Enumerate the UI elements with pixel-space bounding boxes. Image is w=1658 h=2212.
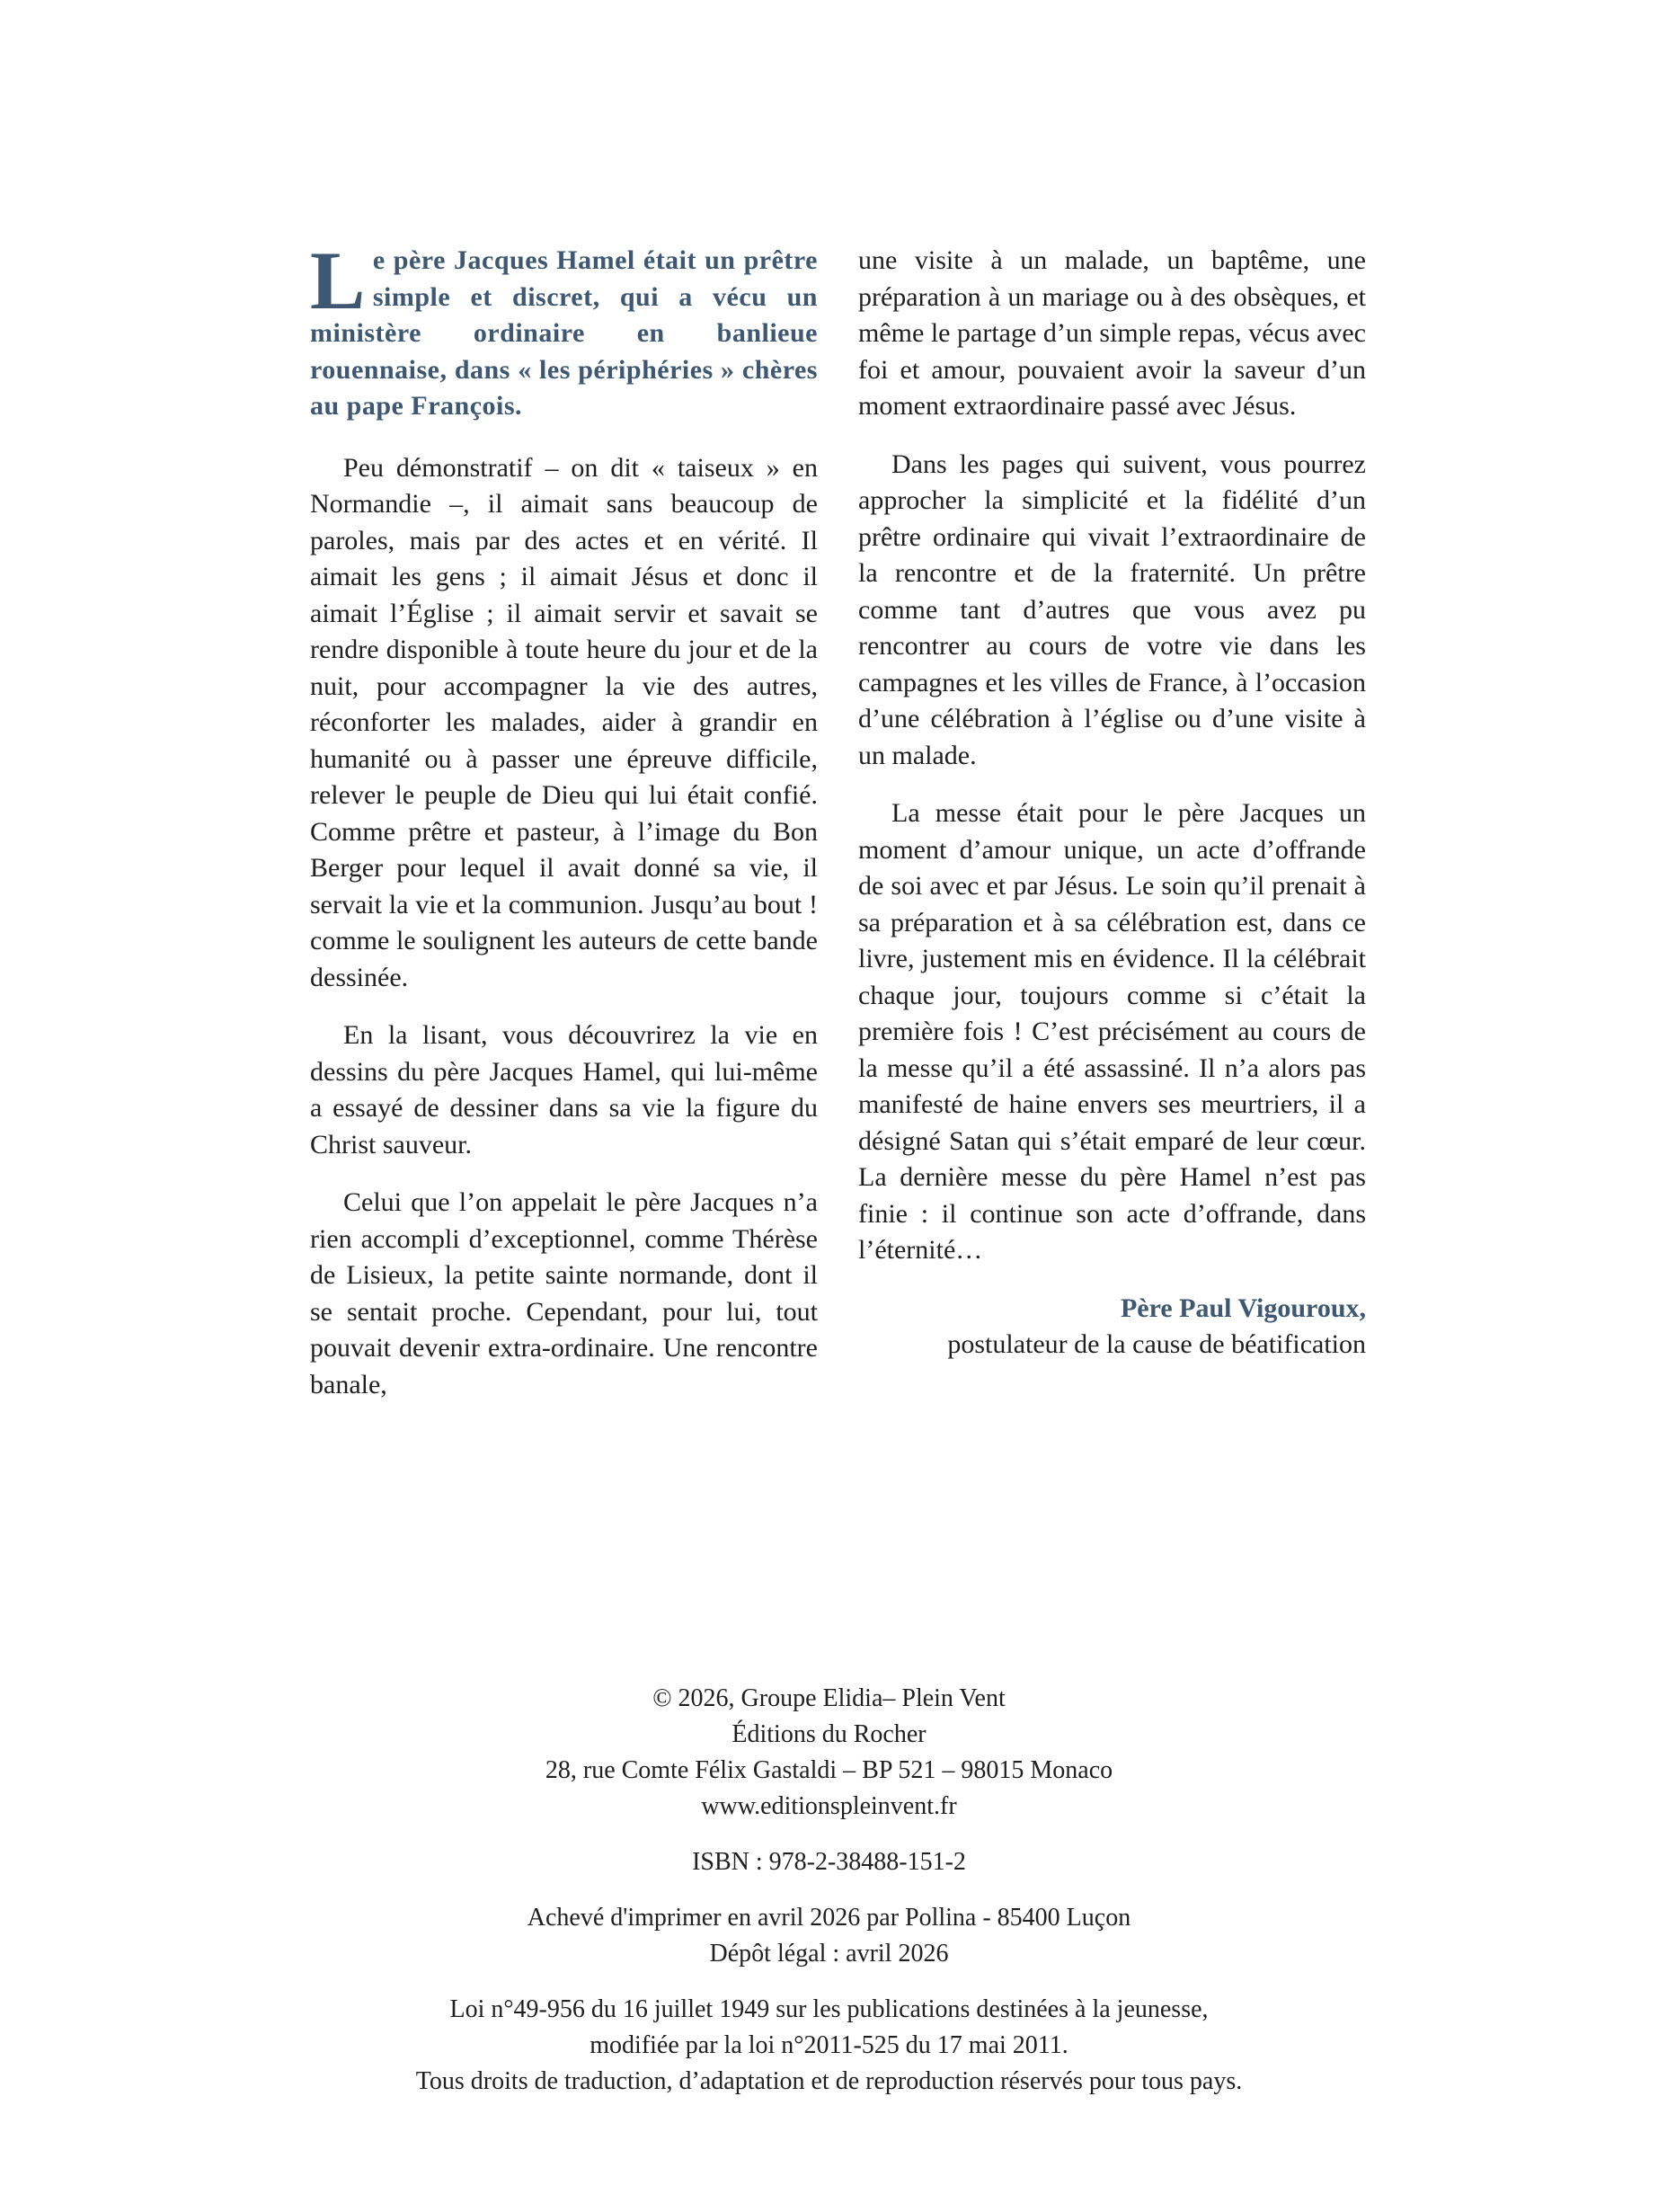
signature-title: postulateur de la cause de béatification [947, 1329, 1366, 1359]
website-line: www.editionspleinvent.fr [701, 1792, 957, 1820]
body-paragraph: En la lisant, vous découvrirez la vie en dessins du père Jacques Hamel, qui lui-même a essayé de dessiner dans sa vie la figure du Christ sauveur. [310, 1020, 818, 1159]
printed-line: Achevé d'imprimer en avril 2026 par Pollina - 85400 Luçon [527, 1904, 1131, 1932]
isbn-info [0, 1844, 1658, 1880]
body-paragraph: Dans les pages qui suivent, vous pourrez approcher la simplicité et la fidélité d’un prêtre ordinaire qui vivait l’extraordinaire de la rencontre et de la fraternité. Un prêtre comme tant d’autres que vous avez pu rencontrer au cours de votre vie dans les campagnes et les villes de France, à l’occasion d’une célébration à l’église ou d’une visite à un malade. [858, 449, 1366, 770]
publisher-line: Éditions du Rocher [731, 1720, 927, 1748]
intro-paragraph [310, 235, 818, 425]
signature-name: Père Paul Vigouroux, [1120, 1293, 1366, 1323]
law-line-1: Loi n°49-956 du 16 juillet 1949 sur les publications destinées à la jeunesse, [449, 1995, 1209, 2023]
isbn-line: ISBN : 978-2-38488-151-2 [692, 1848, 966, 1876]
drop-cap: L [310, 235, 366, 326]
legal-deposit-line: Dépôt légal : avril 2026 [709, 1940, 949, 1968]
body-paragraph: Celui que l’on appelait le père Jacques n’a rien accompli d’exceptionnel, comme Thérèse de Lisieux, la petite sainte normande, dont il se sentait proche. Cependant, pour lui, tout pouvait devenir extra-ordinaire. Une rencontre banale, [310, 1187, 818, 1399]
copyright-line: © 2026, Groupe Elidia– Plein Vent [652, 1684, 1006, 1712]
law-line-2: modifiée par la loi n°2011-525 du 17 mai 2011. [590, 2031, 1068, 2059]
body-paragraph: La messe était pour le père Jacques un moment d’amour unique, un acte d’offrande de soi avec et par Jésus. Le soin qu’il prenait à sa préparation et à sa célébration est, dans ce livre, justement mis en évidence. Il la célébrait chaque jour, toujours comme si c’était la première fois ! C’est précisément au cours de la messe qu’il a été assassiné. Il n’a alors pas manifesté de haine envers ses meurtriers, il a désigné Satan qui s’était emparé de leur cœur. La dernière messe du père Hamel n’est pas finie : il continue son acte d’offrande, dans l’éternité… [858, 798, 1366, 1265]
body-paragraph-continuation: une visite à un malade, un baptême, une préparation à un mariage ou à des obsèques, et même le partage d’un simple repas, vécus avec foi et amour, pouvaient avoir la saveur d’un moment extraordinaire passé avec Jésus. [858, 245, 1366, 421]
intro-text: e père Jacques Hamel était un prêtre simple et discret, qui a vécu un ministère ordinaire en banlieue rouennaise, dans « les périphéries » chères au pape François. [310, 245, 818, 421]
address-line: 28, rue Comte Félix Gastaldi – BP 521 – 98015 Monaco [545, 1756, 1113, 1784]
publisher-info [0, 1681, 1658, 1825]
body-paragraph: Peu démonstratif – on dit « taiseux » en Normandie –, il aimait sans beaucoup de paroles, mais par des actes et en vérité. Il aimait les gens ; il aimait Jésus et donc il aimait l’Église ; il aimait servir et savait se rendre disponible à toute heure du jour et de la nuit, pour accompagner la vie des autres, réconforter les malades, aider à grandir en humanité ou à passer une épreuve difficile, relever le peuple de Dieu qui lui était confié. Comme prêtre et pasteur, à l’image du Bon Berger pour lequel il avait donné sa vie, il servait la vie et la communion. Jusqu’au bout ! comme le soulignent les auteurs de cette bande dessinée. [310, 452, 818, 992]
legal-info [0, 1992, 1658, 2100]
text-column-right [858, 243, 1366, 1364]
rights-line: Tous droits de traduction, d’adaptation et de reproduction réservés pour tous pays. [415, 2067, 1243, 2095]
text-column-left [310, 235, 818, 1425]
printing-info [0, 1900, 1658, 1972]
imprint-block [0, 1681, 1658, 2119]
